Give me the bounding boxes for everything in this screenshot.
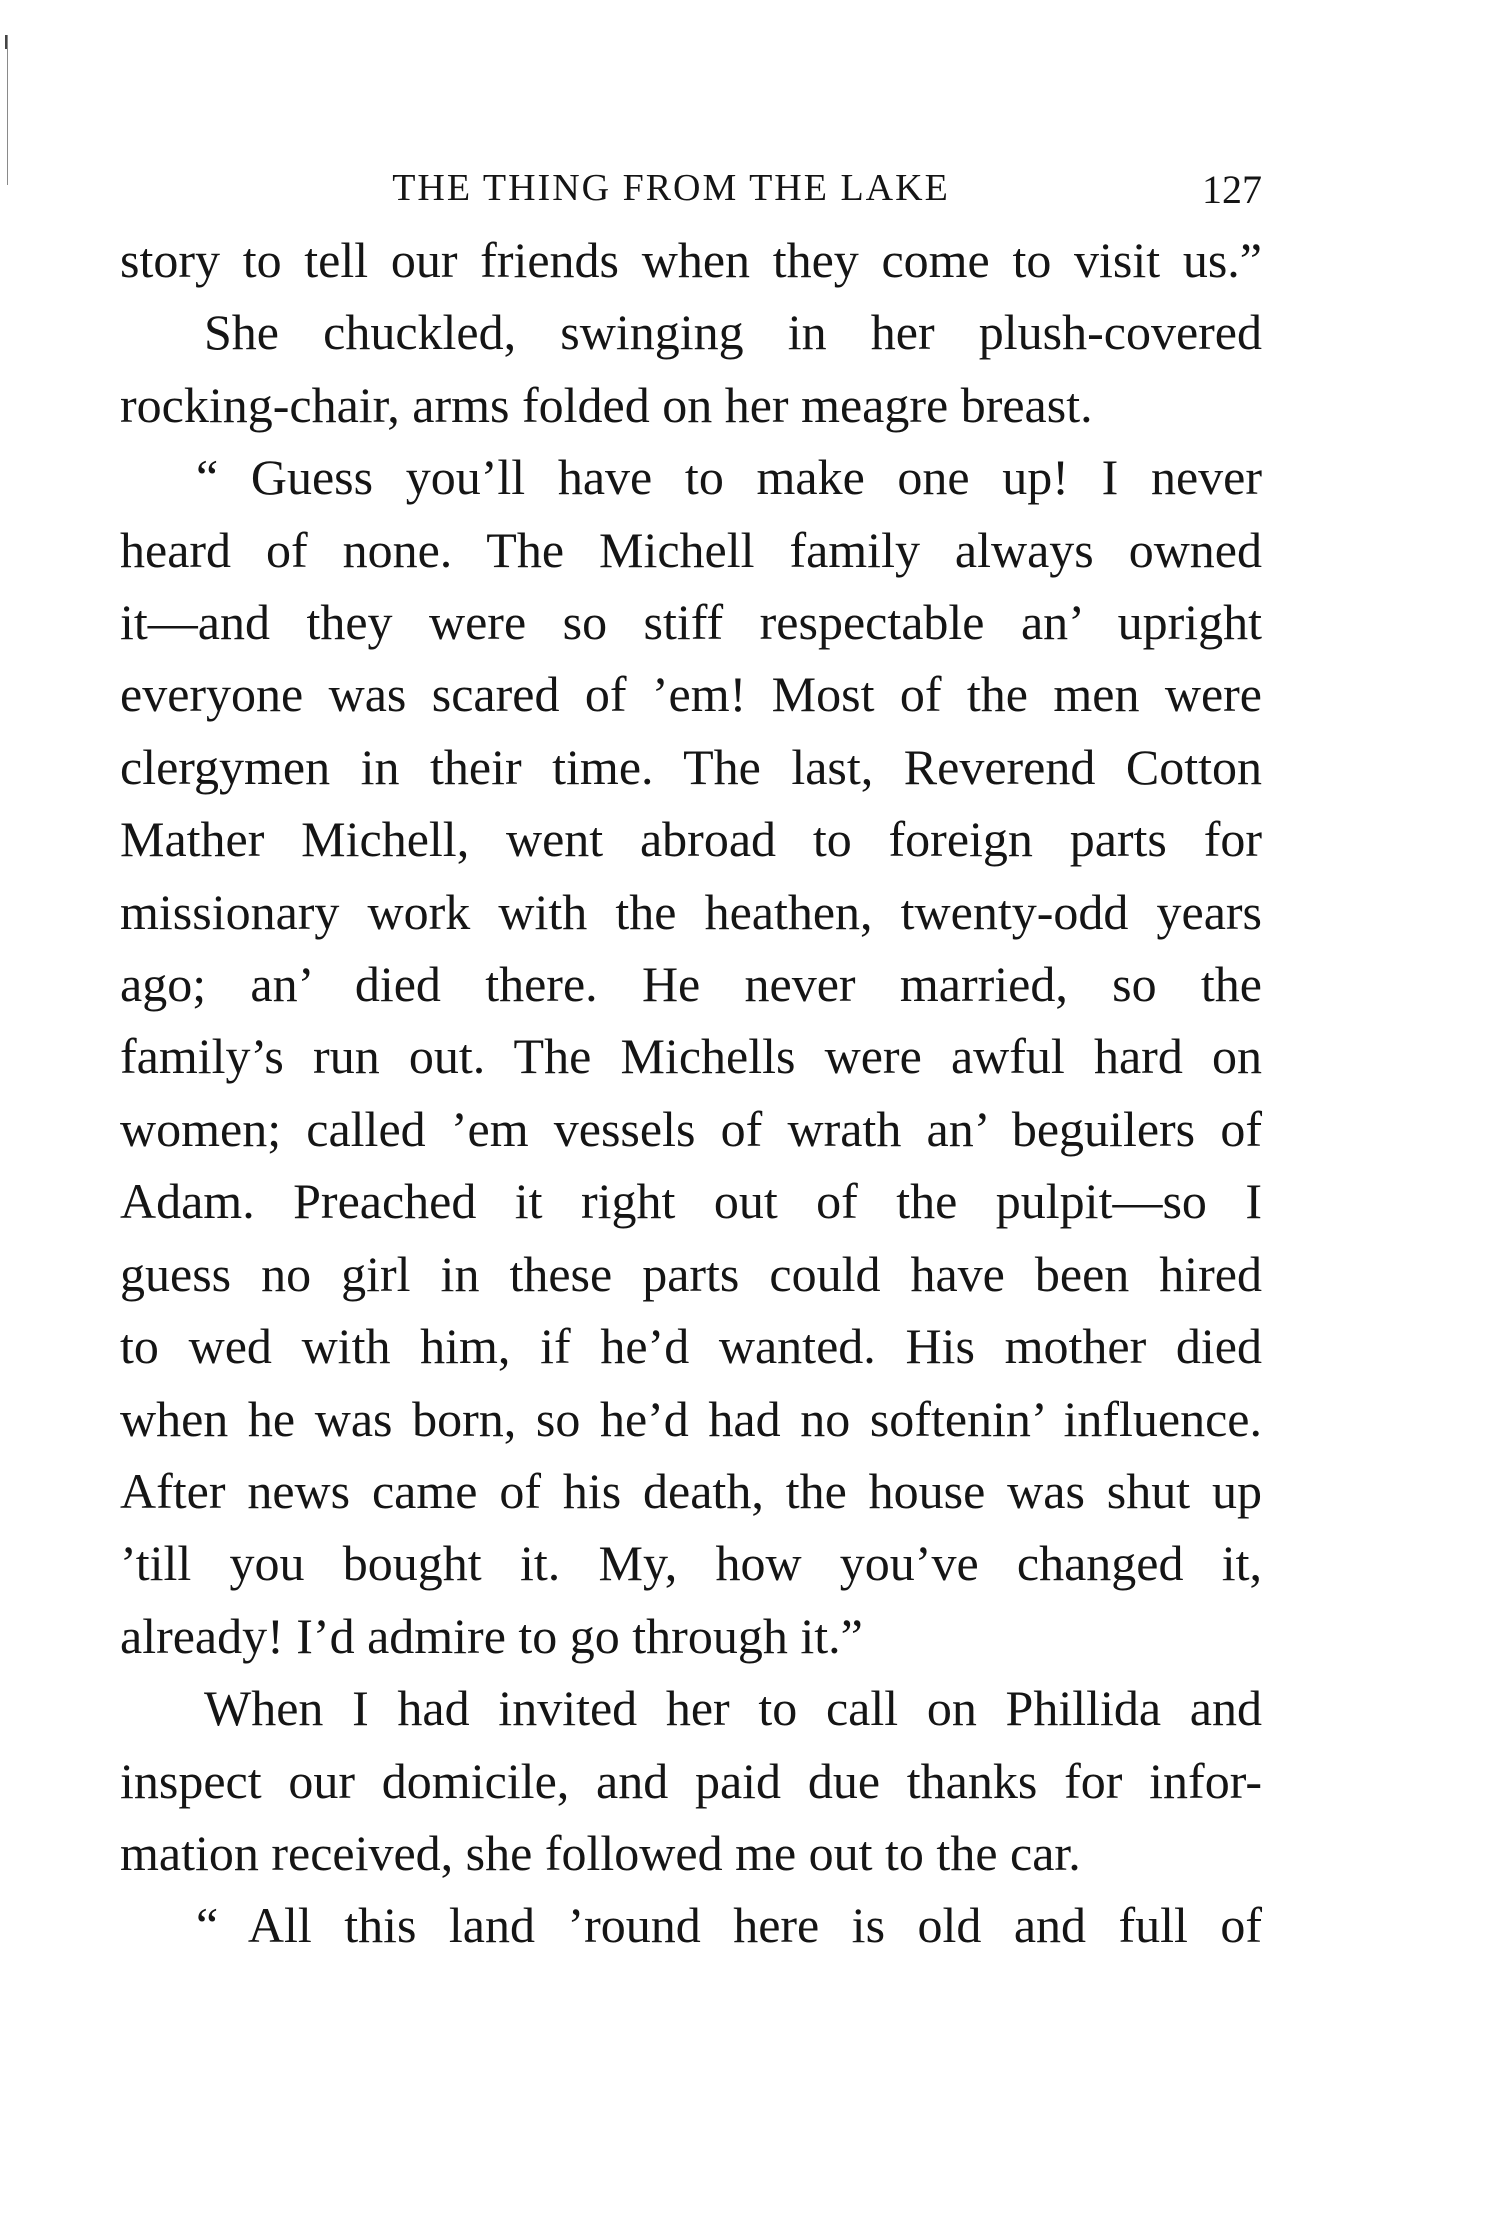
text-line: story to tell our friends when they come to visit us.” [120, 232, 1262, 288]
book-page [120, 152, 1262, 1962]
text-line: heard of none. The Michell family always owned [120, 521, 1262, 578]
text-line: everyone was scared of ’em! Most of the men were [120, 666, 1262, 723]
text-line: Adam. Preached it right out of the pulpit—so I [120, 1173, 1262, 1230]
text-line: family’s run out. The Michells were awful hard on [120, 1028, 1262, 1085]
scan-margin-rule [7, 35, 8, 185]
text-line: to wed with him, if he’d wanted. His mother died [120, 1318, 1262, 1375]
text-line: it—and they were so stiff respectable an’ upright [120, 594, 1262, 651]
text-line: “ Guess you’ll have to make one up! I never [196, 449, 1262, 506]
text-line: when he was born, so he’d had no softenin’ influence. [120, 1390, 1262, 1447]
text-line: clergymen in their time. The last, Reverend Cotton [120, 738, 1262, 795]
text-line: “ All this land ’round here is old and full of [196, 1897, 1262, 1954]
text-line: ’till you bought it. My, how you’ve changed it, [120, 1535, 1262, 1592]
text-line: When I had invited her to call on Phillida and [204, 1680, 1262, 1737]
text-line: missionary work with the heathen, twenty-odd years [120, 883, 1262, 940]
scan-margin-tick [5, 35, 7, 49]
text-line: After news came of his death, the house was shut up [120, 1462, 1262, 1519]
text-line: already! I’d admire to go through it.” [120, 1607, 863, 1664]
text-line: mation received, she followed me out to the car. [120, 1824, 1081, 1881]
text-line: Mather Michell, went abroad to foreign parts for [120, 811, 1262, 868]
text-line: rocking-chair, arms folded on her meagre breast. [120, 376, 1093, 433]
text-line: She chuckled, swinging in her plush-covered [204, 304, 1262, 361]
body-text [120, 224, 1262, 1962]
page-number: 127 [1202, 167, 1262, 212]
text-line: women; called ’em vessels of wrath an’ beguilers of [120, 1100, 1262, 1157]
running-head [120, 152, 1262, 222]
text-line: ago; an’ died there. He never married, so the [120, 956, 1262, 1013]
text-line: guess no girl in these parts could have been hired [120, 1245, 1262, 1302]
running-title: THE THING FROM THE LAKE [392, 167, 950, 209]
text-line: inspect our domicile, and paid due thanks for infor- [120, 1752, 1262, 1809]
